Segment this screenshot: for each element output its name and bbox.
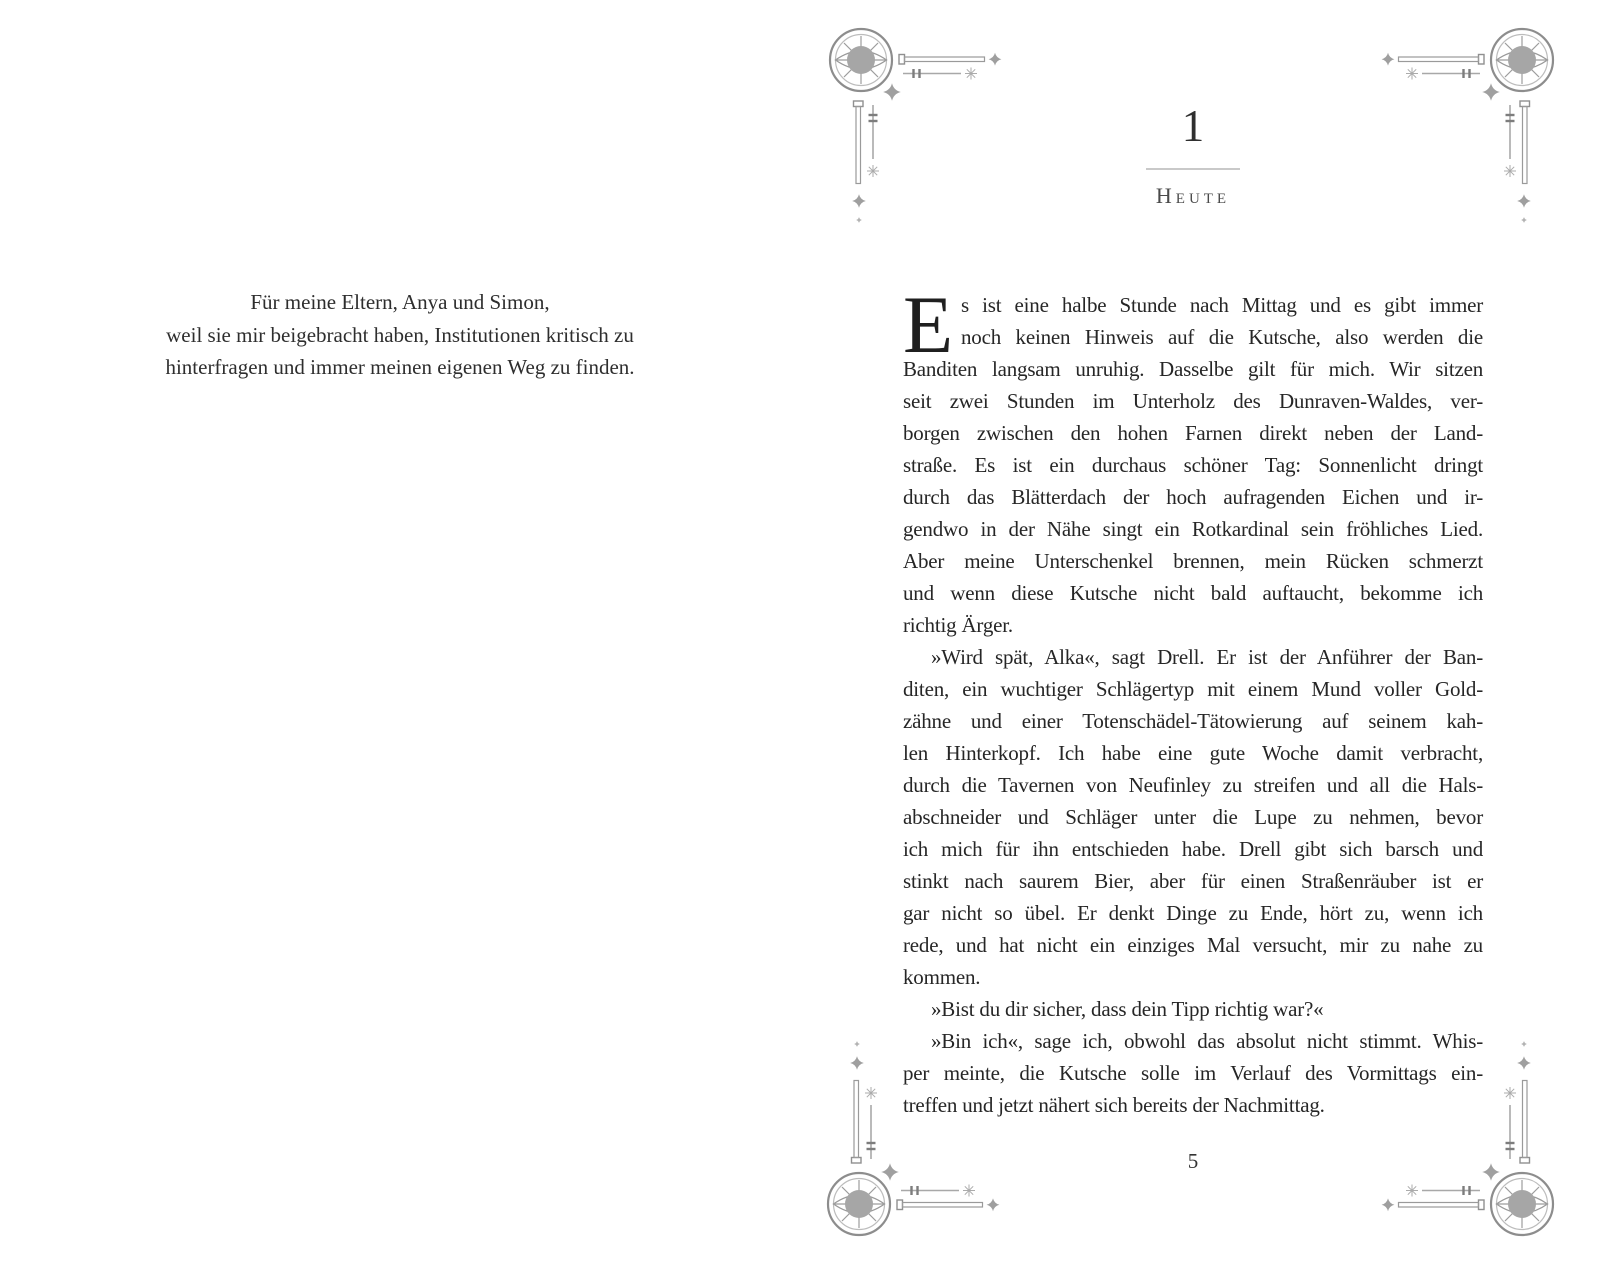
text-line: borgen zwischen den hohen Farnen direkt neben der Land- [903, 421, 1483, 445]
paragraph [903, 279, 1483, 641]
text-line: treffen und jetzt nähert sich bereits der Nachmittag. [903, 1093, 1325, 1117]
paragraph [903, 1025, 1483, 1121]
chapter-rule [1146, 168, 1240, 170]
chapter-header [903, 98, 1483, 209]
text-line: ich mich für ihn entschieden habe. Drell gibt sich barsch und [903, 837, 1483, 861]
text-line: gar nicht so übel. Er denkt Dinge zu Ende, hört zu, wenn ich [903, 901, 1483, 925]
text-line: s ist eine halbe Stunde nach Mittag und es gibt immer [961, 293, 1483, 317]
text-line: stinkt nach saurem Bier, aber für einen Straßenräuber ist er [903, 869, 1483, 893]
chapter-title: Heute [1155, 182, 1231, 208]
text-line: diten, ein wuchtiger Schlägertyp mit einem Mund voller Gold- [903, 677, 1483, 701]
text-line: per meinte, die Kutsche solle im Verlauf des Vormittags ein- [903, 1061, 1483, 1085]
dedication [110, 286, 690, 384]
text-line: »Bin ich«, sage ich, obwohl das absolut nicht stimmt. Whis- [931, 1029, 1483, 1053]
chapter-body [903, 279, 1483, 1121]
text-line: Aber meine Unterschenkel brennen, mein Rücken schmerzt [903, 549, 1483, 573]
paragraph [903, 641, 1483, 993]
dedication-line: weil sie mir beigebracht haben, Institutionen kritisch zu [166, 322, 634, 347]
text-line: durch die Tavernen von Neufinley zu streifen und all die Hals- [903, 773, 1483, 797]
text-line: rede, und hat nicht ein einziges Mal versucht, mir zu nahe zu [903, 933, 1483, 957]
chapter-number: 1 [1181, 101, 1205, 151]
text-line: »Wird spät, Alka«, sagt Drell. Er ist der Anführer der Ban- [931, 645, 1483, 669]
text-line: gendwo in der Nähe singt ein Rotkardinal sein fröhliches Lied. [903, 517, 1483, 541]
text-line: richtig Ärger. [903, 613, 1013, 637]
text-line: len Hinterkopf. Ich habe eine gute Woche damit verbracht, [903, 741, 1483, 765]
text-line: und wenn diese Kutsche nicht bald auftaucht, bekomme ich [903, 581, 1483, 605]
page-number: 5 [1187, 1149, 1199, 1173]
drop-cap: E [903, 279, 954, 370]
paragraph [903, 993, 1483, 1025]
text-line: zähne und einer Totenschädel-Tätowierung auf seinem kah- [903, 709, 1483, 733]
text-line: noch keinen Hinweis auf die Kutsche, also werden die [961, 325, 1483, 349]
text-line: durch das Blätterdach der hoch aufragenden Eichen und ir- [903, 485, 1483, 509]
text-line: kommen. [903, 965, 981, 989]
text-line: abschneider und Schläger unter die Lupe zu nehmen, bevor [903, 805, 1483, 829]
text-line: Banditen langsam unruhig. Dasselbe gilt für mich. Wir sitzen [903, 357, 1483, 381]
dedication-line: Für meine Eltern, Anya und Simon, [250, 290, 550, 314]
text-line: seit zwei Stunden im Unterholz des Dunraven-Waldes, ver- [903, 389, 1483, 413]
text-line: straße. Es ist ein durchaus schöner Tag: Sonnenlicht dringt [903, 453, 1483, 477]
dedication-line: hinterfragen und immer meinen eigenen Weg zu finden. [165, 355, 635, 379]
text-line: »Bist du dir sicher, dass dein Tipp richtig war?« [931, 997, 1324, 1021]
